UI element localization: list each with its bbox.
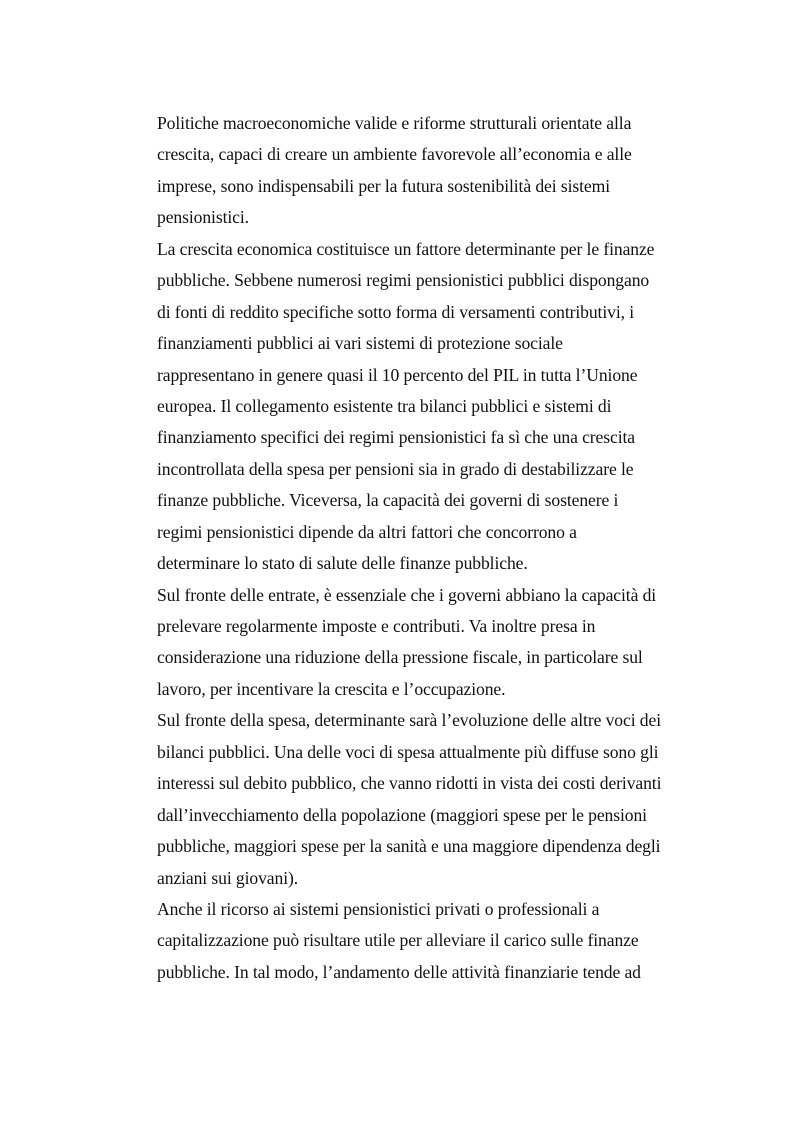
body-text xyxy=(157,108,697,988)
text-line: pubbliche. Sebbene numerosi regimi pensionistici pubblici dispongano xyxy=(157,270,650,291)
paragraph-4 xyxy=(157,705,697,894)
text-line: regimi pensionistici dipende da altri fattori che concorrono a xyxy=(157,521,577,542)
text-line: considerazione una riduzione della pressione fiscale, in particolare sul xyxy=(157,647,643,668)
text-line: prelevare regolarmente imposte e contributi. Va inoltre presa in xyxy=(157,616,596,636)
text-line: determinare lo stato di salute delle finanze pubbliche. xyxy=(157,553,528,574)
text-line: La crescita economica costituisce un fattore determinante per le finanze xyxy=(157,238,655,259)
text-line: Politiche macroeconomiche valide e riforme strutturali orientate alla xyxy=(157,113,632,133)
paragraph-3 xyxy=(157,580,697,706)
paragraph-1 xyxy=(157,108,697,234)
text-line: pubbliche, maggiori spese per la sanità e una maggiore dipendenza degli xyxy=(157,836,661,857)
text-line: interessi sul debito pubblico, che vanno ridotti in vista dei costi derivanti xyxy=(157,773,662,794)
text-line: pubbliche. In tal modo, l’andamento delle attività finanziarie tende ad xyxy=(157,961,641,982)
text-line: rappresentano in genere quasi il 10 percento del PIL in tutta l’Unione xyxy=(157,364,638,385)
text-line: bilanci pubblici. Una delle voci di spesa attualmente più diffuse sono gli xyxy=(157,741,659,762)
text-line: di fonti di reddito specifiche sotto forma di versamenti contributivi, i xyxy=(157,301,635,322)
paragraph-5 xyxy=(157,894,697,988)
text-line: capitalizzazione può risultare utile per alleviare il carico sulle finanze xyxy=(157,930,639,951)
text-line: Anche il ricorso ai sistemi pensionistici privati o professionali a xyxy=(157,898,600,919)
text-line: anziani sui giovani). xyxy=(157,867,299,888)
text-line: incontrollata della spesa per pensioni sia in grado di destabilizzare le xyxy=(157,458,634,479)
text-line: finanze pubbliche. Viceversa, la capacità dei governi di sostenere i xyxy=(157,490,619,511)
text-line: imprese, sono indispensabili per la futura sostenibilità dei sistemi xyxy=(157,175,611,196)
text-line: Sul fronte delle entrate, è essenziale che i governi abbiano la capacità di xyxy=(157,584,657,605)
text-line: europea. Il collegamento esistente tra bilanci pubblici e sistemi di xyxy=(157,395,612,416)
text-line: dall’invecchiamento della popolazione (maggiori spese per le pensioni xyxy=(157,804,647,825)
text-line: lavoro, per incentivare la crescita e l’occupazione. xyxy=(157,678,506,699)
text-line: crescita, capaci di creare un ambiente favorevole all’economia e alle xyxy=(157,144,632,165)
text-line: finanziamenti pubblici ai vari sistemi di protezione sociale xyxy=(157,333,563,354)
text-line: finanziamento specifici dei regimi pensionistici fa sì che una crescita xyxy=(157,427,636,448)
text-line: Sul fronte della spesa, determinante sarà l’evoluzione delle altre voci dei xyxy=(157,710,661,731)
text-line: pensionistici. xyxy=(157,207,249,228)
paragraph-2 xyxy=(157,234,697,580)
